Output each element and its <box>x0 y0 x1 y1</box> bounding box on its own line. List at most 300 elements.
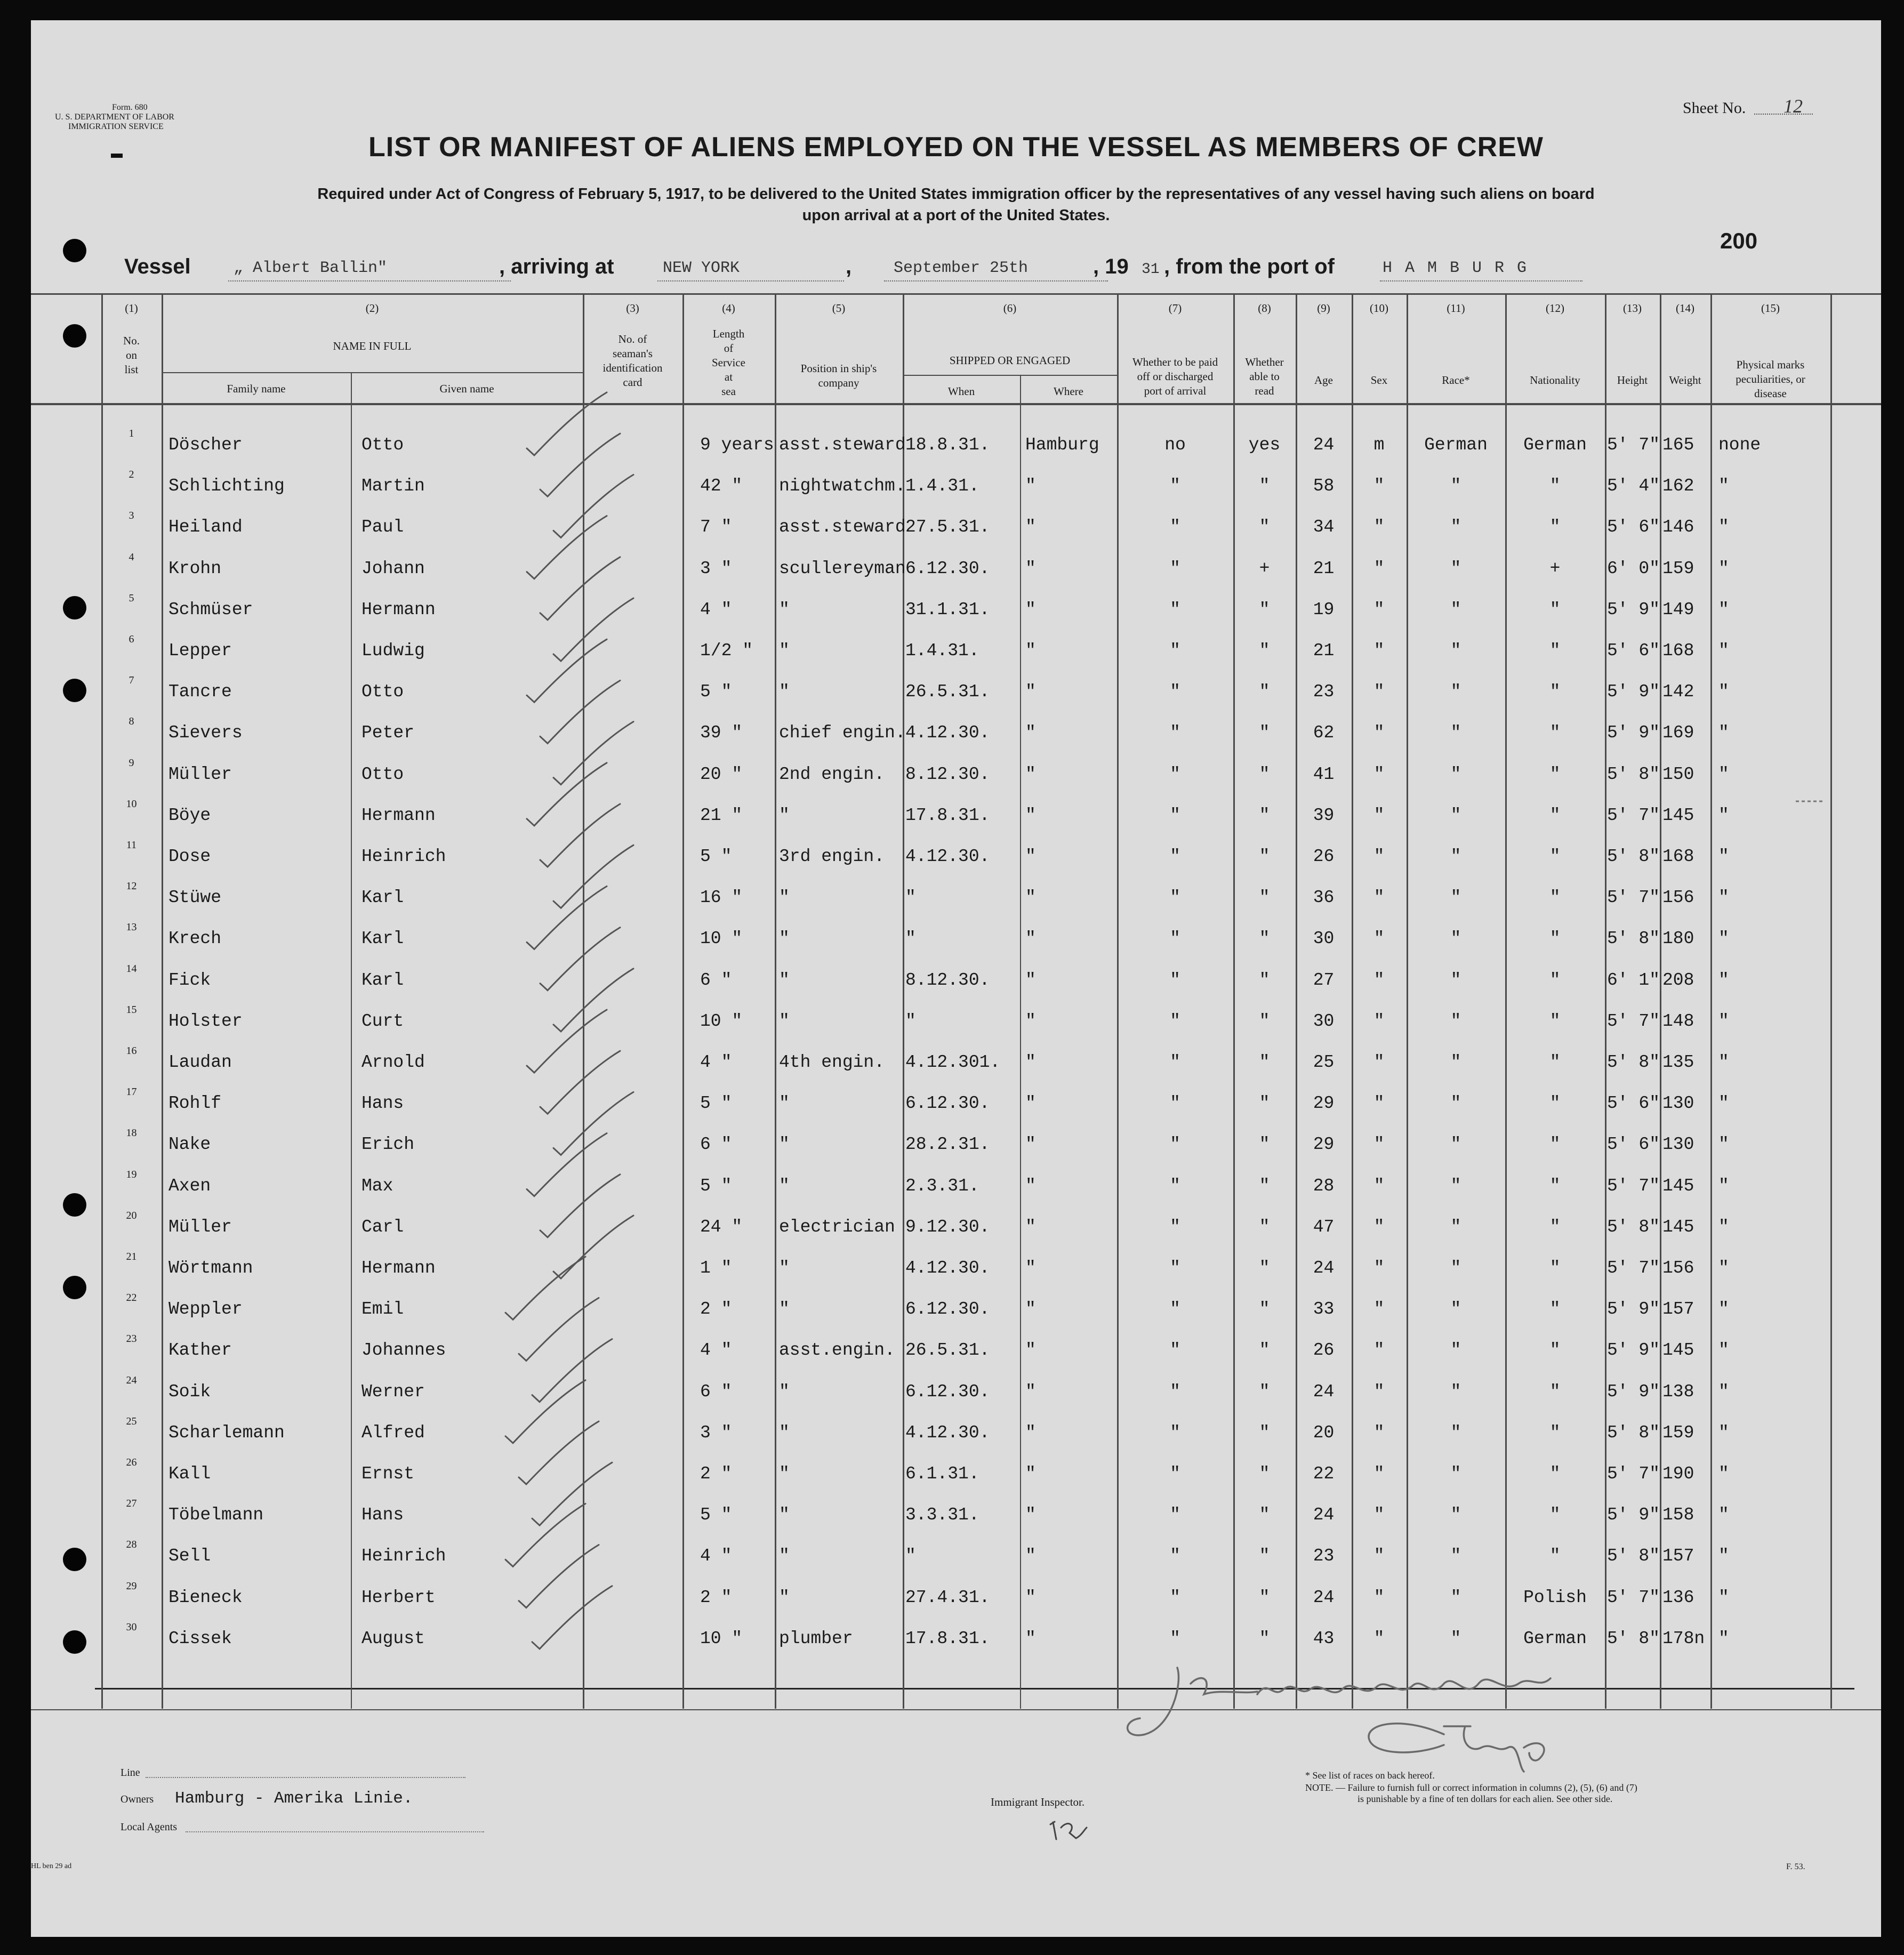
cell-no: 21 <box>126 1251 137 1262</box>
stamp-number: 200 <box>1720 228 1758 253</box>
cell-family: Kather <box>168 1340 232 1361</box>
check-mark <box>532 1339 612 1402</box>
cell-family: Nake <box>168 1135 211 1155</box>
cell-family: Lepper <box>168 641 232 661</box>
cell-family: Böye <box>168 805 211 825</box>
cell-family: Sievers <box>168 723 243 743</box>
cell-family: Holster <box>168 1011 243 1031</box>
cell-service: 20 " <box>700 764 743 784</box>
cell-position: asst.steward <box>779 435 906 455</box>
cell-when: 4.12.30. <box>905 723 990 743</box>
cell-when: 31.1.31. <box>905 599 990 620</box>
cell-weight: 145 <box>1662 805 1694 825</box>
cell-marks: " <box>1718 1135 1729 1155</box>
cell-weight: 168 <box>1662 847 1694 866</box>
cell-height: 5' 9" <box>1607 682 1660 702</box>
subheader-where: Where <box>1054 385 1083 398</box>
cell-race: " <box>1450 1505 1461 1525</box>
cell-height: 5' 8" <box>1607 1422 1660 1443</box>
cell-read: " <box>1259 476 1270 496</box>
cell-race: " <box>1450 1464 1461 1484</box>
department-name: U. S. DEPARTMENT OF LABOR <box>55 112 174 122</box>
col-header-length-of-service: Length of Service at sea <box>712 327 745 398</box>
cell-read: " <box>1259 599 1270 620</box>
col-header-sex: Sex <box>1370 374 1388 387</box>
cell-given: Hans <box>361 1093 404 1114</box>
cell-where: " <box>1025 1052 1036 1072</box>
cell-given: Max <box>361 1176 393 1196</box>
cell-age: 24 <box>1313 435 1335 455</box>
subheader-when: When <box>947 385 975 398</box>
cell-age: 21 <box>1313 558 1335 578</box>
cell-race: " <box>1450 1011 1461 1031</box>
cell-given: Paul <box>361 517 404 537</box>
cell-no: 9 <box>128 757 134 769</box>
cell-paid: " <box>1170 847 1180 866</box>
cell-when: 17.8.31. <box>905 1628 990 1648</box>
cell-sex: " <box>1373 764 1385 784</box>
cell-sex: " <box>1373 1546 1385 1566</box>
subheader-given-name: Given name <box>439 382 494 395</box>
cell-marks: " <box>1718 1093 1729 1114</box>
cell-nat: " <box>1549 682 1561 702</box>
cell-service: 9 years <box>700 435 774 455</box>
vessel-label: Vessel <box>124 255 191 278</box>
cell-age: 21 <box>1313 641 1335 661</box>
cell-race: " <box>1450 805 1461 825</box>
cell-no: 3 <box>128 510 134 522</box>
cell-service: 4 " <box>700 1340 732 1361</box>
cell-paid: " <box>1170 1628 1180 1648</box>
cell-no: 19 <box>126 1168 137 1180</box>
cell-no: 30 <box>126 1621 137 1633</box>
cell-weight: 142 <box>1662 682 1694 702</box>
cell-marks: " <box>1718 1217 1729 1237</box>
cell-weight: 165 <box>1662 435 1694 455</box>
cell-paid: " <box>1170 1464 1180 1484</box>
cell-age: 58 <box>1313 476 1335 496</box>
cell-race: German <box>1424 435 1488 455</box>
cell-sex: " <box>1373 1135 1385 1155</box>
cell-service: 4 " <box>700 1052 732 1072</box>
cell-given: Heinrich <box>361 1546 446 1566</box>
cell-paid: " <box>1170 599 1180 620</box>
arriving-port: NEW YORK <box>663 259 740 277</box>
cell-sex: " <box>1373 1464 1385 1484</box>
cell-read: " <box>1259 1217 1270 1237</box>
cell-paid: " <box>1170 723 1180 743</box>
cell-marks: " <box>1718 1587 1729 1607</box>
cell-race: " <box>1450 1176 1461 1196</box>
cell-marks: " <box>1718 847 1729 866</box>
cell-weight: 157 <box>1662 1299 1694 1320</box>
cell-position: nightwatchm. <box>779 476 906 496</box>
cell-given: Karl <box>361 888 404 908</box>
cell-weight: 156 <box>1662 888 1694 908</box>
cell-given: Karl <box>361 929 404 949</box>
check-mark <box>553 722 633 785</box>
check-mark <box>505 1503 585 1566</box>
cell-position: " <box>779 1176 790 1196</box>
cell-race: " <box>1450 1093 1461 1114</box>
cell-race: " <box>1450 1052 1461 1072</box>
cell-no: 27 <box>126 1498 137 1510</box>
cell-sex: " <box>1373 1093 1385 1114</box>
col-number-3: (3) <box>626 302 639 315</box>
cell-position: " <box>779 1546 790 1566</box>
cell-height: 5' 7" <box>1607 888 1660 908</box>
cell-family: Schlichting <box>168 476 285 496</box>
cell-height: 5' 9" <box>1607 723 1660 743</box>
cell-weight: 159 <box>1662 1422 1694 1443</box>
cell-when: 26.5.31. <box>905 1340 990 1361</box>
cell-family: Cissek <box>168 1628 232 1648</box>
cell-height: 5' 7" <box>1607 1176 1660 1196</box>
cell-marks: " <box>1718 970 1729 990</box>
cell-where: " <box>1025 1587 1036 1607</box>
cell-sex: " <box>1373 1217 1385 1237</box>
cell-position: " <box>779 682 790 702</box>
cell-where: " <box>1025 1505 1036 1525</box>
cell-family: Müller <box>168 764 232 784</box>
cell-race: " <box>1450 1258 1461 1278</box>
cell-service: 5 " <box>700 847 732 866</box>
cell-position: " <box>779 1093 790 1114</box>
cell-no: 15 <box>126 1003 137 1016</box>
cell-when: 27.5.31. <box>905 517 990 537</box>
cell-sex: " <box>1373 888 1385 908</box>
cell-read: yes <box>1248 435 1281 455</box>
cell-nat: " <box>1549 1217 1561 1237</box>
check-mark <box>519 1545 599 1608</box>
cell-paid: " <box>1170 476 1180 496</box>
cell-age: 25 <box>1313 1052 1335 1072</box>
cell-height: 6' 0" <box>1607 558 1660 578</box>
cell-service: 5 " <box>700 1176 732 1196</box>
cell-race: " <box>1450 1587 1461 1607</box>
cell-nat: " <box>1549 929 1561 949</box>
cell-nat: " <box>1549 1340 1561 1361</box>
cell-weight: 169 <box>1662 723 1694 743</box>
cell-age: 19 <box>1313 599 1335 620</box>
cell-given: August <box>361 1628 425 1648</box>
cell-where: " <box>1025 1135 1036 1155</box>
from-label: , from the port of <box>1164 255 1335 278</box>
check-mark <box>519 1298 599 1361</box>
cell-service: 1 " <box>700 1258 732 1278</box>
cell-sex: " <box>1373 1299 1385 1320</box>
cell-race: " <box>1450 476 1461 496</box>
cell-race: " <box>1450 1628 1461 1648</box>
cell-service: 3 " <box>700 1422 732 1443</box>
cell-no: 7 <box>128 674 134 687</box>
cell-given: Johannes <box>361 1340 446 1361</box>
page-title: LIST OR MANIFEST OF ALIENS EMPLOYED ON THE VESSEL AS MEMBERS OF CREW <box>368 132 1544 163</box>
cell-age: 36 <box>1313 888 1335 908</box>
cell-given: Hermann <box>361 1258 436 1278</box>
cell-family: Heiland <box>168 517 243 537</box>
cell-given: Herbert <box>361 1587 436 1607</box>
cell-where: " <box>1025 1340 1036 1361</box>
cell-paid: " <box>1170 1546 1180 1566</box>
cell-sex: " <box>1373 929 1385 949</box>
cell-family: Fick <box>168 970 211 990</box>
cell-height: 5' 6" <box>1607 1093 1660 1114</box>
cell-paid: " <box>1170 888 1180 908</box>
cell-paid: " <box>1170 1011 1180 1031</box>
cell-sex: " <box>1373 1422 1385 1443</box>
cell-sex: " <box>1373 1176 1385 1196</box>
cell-marks: " <box>1718 1258 1729 1278</box>
cell-height: 6' 1" <box>1607 970 1660 990</box>
cell-where: " <box>1025 888 1036 908</box>
cell-no: 14 <box>126 962 137 975</box>
cell-weight: 168 <box>1662 641 1694 661</box>
cell-nat: " <box>1549 476 1561 496</box>
check-mark <box>527 886 607 949</box>
cell-service: 5 " <box>700 1093 732 1114</box>
cell-paid: " <box>1170 1258 1180 1278</box>
cell-service: 6 " <box>700 1135 732 1155</box>
cell-when: 6.12.30. <box>905 1299 990 1320</box>
cell-nat: " <box>1549 764 1561 784</box>
col-number-14: (14) <box>1676 302 1694 315</box>
cell-position: asst.engin. <box>779 1340 895 1361</box>
cell-marks: " <box>1718 682 1729 702</box>
cell-nat: " <box>1549 517 1561 537</box>
subtitle-line-1: Required under Act of Congress of February 5, 1917, to be delivered to the United States immigration officer by the representatives of any vessel having such aliens on board <box>317 186 1595 203</box>
cell-nat: " <box>1549 1299 1561 1320</box>
cell-marks: " <box>1718 1628 1729 1648</box>
cell-no: 20 <box>126 1209 137 1221</box>
cell-weight: 158 <box>1662 1505 1694 1525</box>
cell-where: " <box>1025 1011 1036 1031</box>
cell-height: 5' 9" <box>1607 1381 1660 1402</box>
col-number-15: (15) <box>1761 302 1780 315</box>
cell-position: plumber <box>779 1628 853 1648</box>
cell-nat: " <box>1549 1176 1561 1196</box>
cell-family: Kall <box>168 1464 211 1484</box>
cell-given: Werner <box>361 1381 425 1402</box>
cell-nat: " <box>1549 970 1561 990</box>
cell-weight: 138 <box>1662 1381 1694 1402</box>
cell-family: Krohn <box>168 558 222 578</box>
cell-when: 4.12.30. <box>905 847 990 866</box>
cell-nat: " <box>1549 847 1561 866</box>
cell-position: " <box>779 641 790 661</box>
cell-read: " <box>1259 1340 1270 1361</box>
cell-given: Ludwig <box>361 641 425 661</box>
cell-sex: " <box>1373 1628 1385 1648</box>
cell-paid: " <box>1170 805 1180 825</box>
cell-sex: " <box>1373 558 1385 578</box>
cell-weight: 130 <box>1662 1135 1694 1155</box>
col-header-race: Race* <box>1442 374 1470 387</box>
handwritten-page-number <box>1050 1822 1087 1839</box>
cell-race: " <box>1450 558 1461 578</box>
col-number-13: (13) <box>1623 302 1642 315</box>
cell-given: Heinrich <box>361 847 446 866</box>
cell-race: " <box>1450 1217 1461 1237</box>
cell-marks: " <box>1718 1011 1729 1031</box>
cell-nat: " <box>1549 1093 1561 1114</box>
cell-marks: " <box>1718 805 1729 825</box>
cell-family: Döscher <box>168 435 243 455</box>
cell-marks: " <box>1718 641 1729 661</box>
cell-height: 5' 8" <box>1607 929 1660 949</box>
cell-race: " <box>1450 970 1461 990</box>
cell-age: 23 <box>1313 1546 1335 1566</box>
form-number: Form. 680 <box>112 103 148 112</box>
cell-service: 39 " <box>700 723 743 743</box>
cell-sex: " <box>1373 641 1385 661</box>
cell-sex: " <box>1373 476 1385 496</box>
cell-height: 5' 6" <box>1607 1135 1660 1155</box>
check-mark <box>553 1216 633 1278</box>
col-header-no-on-list: No. on list <box>123 334 140 376</box>
check-mark <box>527 1133 607 1196</box>
cell-service: 7 " <box>700 517 732 537</box>
cell-read: " <box>1259 1011 1270 1031</box>
footer-local-agents-label: Local Agents <box>120 1821 178 1833</box>
cell-paid: " <box>1170 1587 1180 1607</box>
cell-marks: " <box>1718 1176 1729 1196</box>
cell-sex: " <box>1373 1587 1385 1607</box>
cell-paid: " <box>1170 1422 1180 1443</box>
cell-given: Erich <box>361 1135 415 1155</box>
footer-owners-label: Owners <box>120 1793 154 1805</box>
cell-when: 2.3.31. <box>905 1176 979 1196</box>
cell-service: 2 " <box>700 1299 732 1320</box>
cell-marks: " <box>1718 723 1729 743</box>
cell-race: " <box>1450 847 1461 866</box>
arrival-date: September 25th <box>894 259 1029 277</box>
cell-height: 5' 7" <box>1607 1464 1660 1484</box>
cell-where: " <box>1025 1422 1036 1443</box>
cell-when: 3.3.31. <box>905 1505 979 1525</box>
cell-height: 5' 8" <box>1607 1217 1660 1237</box>
cell-family: Laudan <box>168 1052 232 1072</box>
subheader-family-name: Family name <box>227 382 286 395</box>
cell-when: 4.12.301. <box>905 1052 1001 1072</box>
cell-when: 26.5.31. <box>905 682 990 702</box>
cell-nat: German <box>1523 1628 1587 1648</box>
arriving-label: , arriving at <box>499 255 614 278</box>
cell-where: Hamburg <box>1025 435 1099 455</box>
cell-age: 20 <box>1313 1422 1335 1443</box>
cell-service: 21 " <box>700 805 743 825</box>
cell-sex: " <box>1373 1258 1385 1278</box>
col-header-nationality: Nationality <box>1530 374 1580 387</box>
note-races: * See list of races on back hereof. <box>1305 1770 1435 1781</box>
cell-where: " <box>1025 558 1036 578</box>
cell-position: " <box>779 1258 790 1278</box>
cell-where: " <box>1025 764 1036 784</box>
cell-position: " <box>779 929 790 949</box>
cell-age: 41 <box>1313 764 1335 784</box>
cell-no: 1 <box>128 428 134 439</box>
cell-sex: " <box>1373 847 1385 866</box>
cell-read: " <box>1259 1176 1270 1196</box>
cell-no: 23 <box>126 1333 137 1345</box>
cell-weight: 130 <box>1662 1093 1694 1114</box>
cell-when: " <box>905 929 916 949</box>
cell-paid: " <box>1170 1217 1180 1237</box>
cell-marks: " <box>1718 1381 1729 1402</box>
col-header-height: Height <box>1617 374 1648 387</box>
cell-service: 6 " <box>700 970 732 990</box>
handwriting-overlay <box>31 20 1881 1937</box>
cell-weight: 145 <box>1662 1340 1694 1361</box>
cell-position: " <box>779 1381 790 1402</box>
cell-read: " <box>1259 805 1270 825</box>
cell-read: " <box>1259 1299 1270 1320</box>
check-mark <box>527 639 607 702</box>
cell-given: Carl <box>361 1217 404 1237</box>
check-mark <box>540 557 620 620</box>
cell-given: Karl <box>361 970 404 990</box>
cell-family: Töbelmann <box>168 1505 264 1525</box>
cell-sex: " <box>1373 682 1385 702</box>
cell-paid: " <box>1170 558 1180 578</box>
cell-race: " <box>1450 641 1461 661</box>
cell-sex: " <box>1373 517 1385 537</box>
cell-age: 22 <box>1313 1464 1335 1484</box>
cell-nat: " <box>1549 1505 1561 1525</box>
check-mark <box>540 680 620 743</box>
cell-paid: " <box>1170 1052 1180 1072</box>
cell-marks: " <box>1718 1340 1729 1361</box>
cell-family: Axen <box>168 1176 211 1196</box>
cell-marks: " <box>1718 1052 1729 1072</box>
cell-marks: " <box>1718 1422 1729 1443</box>
cell-position: " <box>779 805 790 825</box>
col-number-5: (5) <box>832 302 846 315</box>
col-header-physical-marks: Physical marks peculiarities, or disease <box>1736 358 1805 400</box>
check-mark <box>553 845 633 908</box>
note-line-1: NOTE. — Failure to furnish full or correct information in columns (2), (5), (6) and (7) <box>1305 1782 1637 1793</box>
cell-nat: " <box>1549 805 1561 825</box>
cell-family: Dose <box>168 847 211 866</box>
check-mark <box>540 433 620 496</box>
cell-nat: " <box>1549 641 1561 661</box>
year-suffix: 31 <box>1142 261 1160 278</box>
cell-when: 28.2.31. <box>905 1135 990 1155</box>
cell-when: 6.12.30. <box>905 1381 990 1402</box>
cell-sex: " <box>1373 805 1385 825</box>
cell-marks: " <box>1718 888 1729 908</box>
cell-read: " <box>1259 888 1270 908</box>
cell-height: 5' 9" <box>1607 1340 1660 1361</box>
cell-position: chief engin. <box>779 723 906 743</box>
cell-read: " <box>1259 517 1270 537</box>
col-number-2: (2) <box>365 302 379 315</box>
footer-line-label: Line <box>120 1767 140 1779</box>
sheet-label: Sheet No. <box>1683 99 1746 117</box>
cell-read: " <box>1259 1093 1270 1114</box>
cell-service: 24 " <box>700 1217 743 1237</box>
cell-age: 27 <box>1313 970 1335 990</box>
note-line-2: is punishable by a fine of ten dollars for each alien. See other side. <box>1357 1793 1613 1804</box>
cell-given: Emil <box>361 1299 404 1320</box>
cell-weight: 148 <box>1662 1011 1694 1031</box>
cell-race: " <box>1450 1422 1461 1443</box>
cell-given: Alfred <box>361 1422 425 1443</box>
cell-family: Schmüser <box>168 599 253 620</box>
footer-owners-value: Hamburg - Amerika Linie. <box>175 1789 413 1808</box>
cell-age: 43 <box>1313 1628 1335 1648</box>
cell-where: " <box>1025 1176 1036 1196</box>
